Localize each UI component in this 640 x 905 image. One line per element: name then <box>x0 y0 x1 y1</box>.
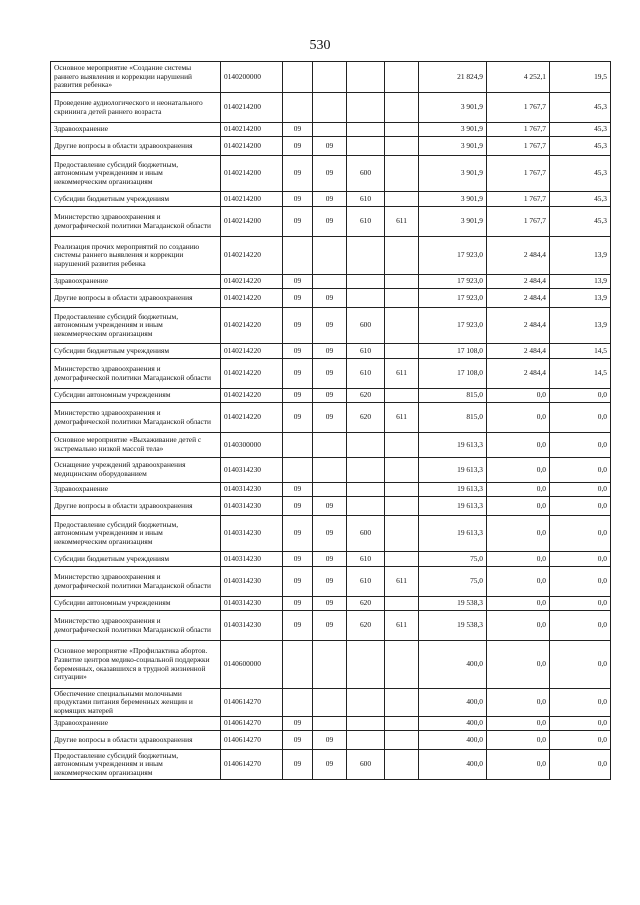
subsection-code <box>313 717 347 731</box>
group-code <box>385 308 419 344</box>
expense-type-code <box>347 289 385 308</box>
group-code <box>385 62 419 93</box>
table-row <box>51 497 611 516</box>
target-article-code: 0140614270 <box>221 731 283 750</box>
target-article-code: 0140614270 <box>221 750 283 780</box>
table-row <box>51 597 611 611</box>
expense-type-code <box>347 458 385 483</box>
expense-type-code: 600 <box>347 156 385 192</box>
section-code: 09 <box>283 192 313 207</box>
row-name: Обеспечение специальными молочными продуктами питания беременных женщин и кормящих матерей <box>51 689 221 717</box>
table-row <box>51 93 611 123</box>
subsection-code <box>313 275 347 289</box>
row-name: Министерство здравоохранения и демографической политики Магаданской области <box>51 207 221 237</box>
group-code <box>385 275 419 289</box>
section-code <box>283 458 313 483</box>
amount-executed: 0,0 <box>487 552 550 567</box>
table-row <box>51 433 611 458</box>
subsection-code: 09 <box>313 497 347 516</box>
subsection-code: 09 <box>313 344 347 359</box>
group-code: 611 <box>385 611 419 641</box>
subsection-code: 09 <box>313 611 347 641</box>
table-row <box>51 389 611 403</box>
group-code <box>385 237 419 275</box>
table-row <box>51 62 611 93</box>
section-code: 09 <box>283 552 313 567</box>
execution-percent: 0,0 <box>550 641 611 689</box>
target-article-code: 0140214200 <box>221 93 283 123</box>
amount-planned: 19 613,3 <box>419 433 487 458</box>
row-name: Министерство здравоохранения и демографической политики Магаданской области <box>51 403 221 433</box>
amount-planned: 815,0 <box>419 389 487 403</box>
amount-executed: 0,0 <box>487 497 550 516</box>
page-number: 530 <box>309 38 331 53</box>
amount-planned: 19 538,3 <box>419 611 487 641</box>
expense-type-code: 610 <box>347 359 385 389</box>
target-article-code: 0140614270 <box>221 717 283 731</box>
subsection-code <box>313 123 347 137</box>
table-row <box>51 137 611 156</box>
section-code <box>283 62 313 93</box>
subsection-code: 09 <box>313 289 347 308</box>
table-row <box>51 403 611 433</box>
row-name: Субсидии бюджетным учреждениям <box>51 552 221 567</box>
target-article-code: 0140300000 <box>221 433 283 458</box>
subsection-code <box>313 689 347 717</box>
execution-percent: 14,5 <box>550 359 611 389</box>
expense-type-code <box>347 689 385 717</box>
table-row <box>51 237 611 275</box>
amount-planned: 3 901,9 <box>419 93 487 123</box>
section-code: 09 <box>283 137 313 156</box>
row-name: Предоставление субсидий бюджетным, автономным учреждениям и иным некоммерческим организациям <box>51 308 221 344</box>
execution-percent: 0,0 <box>550 483 611 497</box>
execution-percent: 19,5 <box>550 62 611 93</box>
execution-percent: 45,3 <box>550 156 611 192</box>
expense-type-code <box>347 497 385 516</box>
target-article-code: 0140314230 <box>221 552 283 567</box>
amount-planned: 19 613,3 <box>419 483 487 497</box>
group-code <box>385 717 419 731</box>
section-code <box>283 641 313 689</box>
execution-percent: 0,0 <box>550 516 611 552</box>
target-article-code: 0140214220 <box>221 344 283 359</box>
table-row <box>51 483 611 497</box>
amount-executed: 0,0 <box>487 611 550 641</box>
table-row <box>51 289 611 308</box>
section-code: 09 <box>283 597 313 611</box>
section-code: 09 <box>283 497 313 516</box>
amount-planned: 17 923,0 <box>419 308 487 344</box>
amount-planned: 3 901,9 <box>419 192 487 207</box>
expense-type-code: 600 <box>347 516 385 552</box>
section-code: 09 <box>283 289 313 308</box>
execution-percent: 45,3 <box>550 207 611 237</box>
execution-percent: 45,3 <box>550 93 611 123</box>
target-article-code: 0140314230 <box>221 458 283 483</box>
row-name: Другие вопросы в области здравоохранения <box>51 497 221 516</box>
expense-type-code: 600 <box>347 308 385 344</box>
expense-type-code: 620 <box>347 611 385 641</box>
amount-planned: 17 108,0 <box>419 359 487 389</box>
amount-executed: 0,0 <box>487 731 550 750</box>
group-code <box>385 389 419 403</box>
amount-planned: 17 108,0 <box>419 344 487 359</box>
group-code <box>385 641 419 689</box>
subsection-code: 09 <box>313 207 347 237</box>
amount-planned: 400,0 <box>419 717 487 731</box>
group-code <box>385 516 419 552</box>
subsection-code <box>313 483 347 497</box>
target-article-code: 0140214200 <box>221 207 283 237</box>
table-row <box>51 458 611 483</box>
group-code <box>385 750 419 780</box>
amount-executed: 1 767,7 <box>487 156 550 192</box>
group-code <box>385 552 419 567</box>
expense-type-code: 610 <box>347 567 385 597</box>
table-row <box>51 731 611 750</box>
target-article-code: 0140600000 <box>221 641 283 689</box>
group-code: 611 <box>385 359 419 389</box>
group-code <box>385 344 419 359</box>
subsection-code <box>313 93 347 123</box>
table-row <box>51 344 611 359</box>
execution-percent: 0,0 <box>550 750 611 780</box>
section-code: 09 <box>283 344 313 359</box>
execution-percent: 14,5 <box>550 344 611 359</box>
group-code <box>385 156 419 192</box>
amount-executed: 2 484,4 <box>487 359 550 389</box>
execution-percent: 0,0 <box>550 597 611 611</box>
expense-type-code <box>347 137 385 156</box>
table-row <box>51 207 611 237</box>
table-row <box>51 359 611 389</box>
target-article-code: 0140314230 <box>221 497 283 516</box>
execution-percent: 45,3 <box>550 192 611 207</box>
row-name: Субсидии бюджетным учреждениям <box>51 192 221 207</box>
section-code: 09 <box>283 359 313 389</box>
table-row <box>51 689 611 717</box>
amount-executed: 1 767,7 <box>487 123 550 137</box>
amount-executed: 0,0 <box>487 516 550 552</box>
section-code: 09 <box>283 389 313 403</box>
section-code: 09 <box>283 516 313 552</box>
target-article-code: 0140214220 <box>221 308 283 344</box>
amount-executed: 0,0 <box>487 403 550 433</box>
amount-planned: 17 923,0 <box>419 237 487 275</box>
subsection-code: 09 <box>313 750 347 780</box>
section-code <box>283 93 313 123</box>
target-article-code: 0140314230 <box>221 516 283 552</box>
execution-percent: 0,0 <box>550 497 611 516</box>
row-name: Здравоохранение <box>51 275 221 289</box>
table-row <box>51 641 611 689</box>
row-name: Здравоохранение <box>51 717 221 731</box>
group-code: 611 <box>385 567 419 597</box>
section-code: 09 <box>283 308 313 344</box>
subsection-code: 09 <box>313 137 347 156</box>
target-article-code: 0140314230 <box>221 597 283 611</box>
amount-executed: 0,0 <box>487 689 550 717</box>
target-article-code: 0140214220 <box>221 359 283 389</box>
row-name: Основное мероприятие «Выхаживание детей с экстремально низкой массой тела» <box>51 433 221 458</box>
group-code <box>385 689 419 717</box>
section-code: 09 <box>283 731 313 750</box>
group-code <box>385 731 419 750</box>
expense-type-code: 600 <box>347 750 385 780</box>
table-row <box>51 156 611 192</box>
row-name: Министерство здравоохранения и демографической политики Магаданской области <box>51 611 221 641</box>
row-name: Субсидии автономным учреждениям <box>51 597 221 611</box>
expense-type-code <box>347 93 385 123</box>
table-row <box>51 275 611 289</box>
subsection-code <box>313 237 347 275</box>
amount-executed: 0,0 <box>487 567 550 597</box>
subsection-code: 09 <box>313 597 347 611</box>
group-code <box>385 93 419 123</box>
amount-planned: 19 613,3 <box>419 516 487 552</box>
row-name: Субсидии автономным учреждениям <box>51 389 221 403</box>
row-name: Оснащение учреждений здравоохранения медицинским оборудованием <box>51 458 221 483</box>
amount-executed: 1 767,7 <box>487 137 550 156</box>
amount-planned: 75,0 <box>419 567 487 597</box>
amount-planned: 3 901,9 <box>419 123 487 137</box>
target-article-code: 0140214200 <box>221 137 283 156</box>
target-article-code: 0140214220 <box>221 237 283 275</box>
section-code: 09 <box>283 717 313 731</box>
target-article-code: 0140214200 <box>221 123 283 137</box>
row-name: Проведение аудиологического и неонатального скрининга детей раннего возраста <box>51 93 221 123</box>
row-name: Предоставление субсидий бюджетным, автономным учреждениям и иным некоммерческим организациям <box>51 750 221 780</box>
section-code <box>283 689 313 717</box>
target-article-code: 0140214220 <box>221 403 283 433</box>
amount-executed: 0,0 <box>487 389 550 403</box>
amount-executed: 1 767,7 <box>487 207 550 237</box>
execution-percent: 13,9 <box>550 275 611 289</box>
amount-executed: 4 252,1 <box>487 62 550 93</box>
expense-type-code <box>347 237 385 275</box>
expense-type-code <box>347 62 385 93</box>
group-code <box>385 433 419 458</box>
row-name: Реализация прочих мероприятий по созданию системы раннего выявления и коррекции нарушений развития ребенка <box>51 237 221 275</box>
amount-executed: 0,0 <box>487 458 550 483</box>
amount-executed: 2 484,4 <box>487 344 550 359</box>
amount-planned: 400,0 <box>419 641 487 689</box>
row-name: Субсидии бюджетным учреждениям <box>51 344 221 359</box>
amount-planned: 19 538,3 <box>419 597 487 611</box>
group-code <box>385 597 419 611</box>
amount-executed: 2 484,4 <box>487 289 550 308</box>
amount-executed: 2 484,4 <box>487 275 550 289</box>
target-article-code: 0140314230 <box>221 483 283 497</box>
expense-type-code: 610 <box>347 344 385 359</box>
table-row <box>51 552 611 567</box>
row-name: Предоставление субсидий бюджетным, автономным учреждениям и иным некоммерческим организациям <box>51 156 221 192</box>
amount-executed: 0,0 <box>487 641 550 689</box>
amount-planned: 19 613,3 <box>419 458 487 483</box>
amount-planned: 17 923,0 <box>419 275 487 289</box>
section-code: 09 <box>283 123 313 137</box>
amount-executed: 1 767,7 <box>487 192 550 207</box>
amount-executed: 2 484,4 <box>487 308 550 344</box>
amount-executed: 1 767,7 <box>487 93 550 123</box>
expense-type-code: 620 <box>347 403 385 433</box>
execution-percent: 0,0 <box>550 403 611 433</box>
execution-percent: 45,3 <box>550 123 611 137</box>
subsection-code: 09 <box>313 731 347 750</box>
subsection-code: 09 <box>313 359 347 389</box>
execution-percent: 0,0 <box>550 611 611 641</box>
section-code: 09 <box>283 483 313 497</box>
table-row <box>51 567 611 597</box>
row-name: Основное мероприятие «Создание системы раннего выявления и коррекции нарушений развития ребенка» <box>51 62 221 93</box>
execution-percent: 0,0 <box>550 552 611 567</box>
execution-percent: 0,0 <box>550 689 611 717</box>
amount-planned: 21 824,9 <box>419 62 487 93</box>
subsection-code: 09 <box>313 516 347 552</box>
amount-executed: 0,0 <box>487 433 550 458</box>
execution-percent: 13,9 <box>550 308 611 344</box>
section-code <box>283 237 313 275</box>
amount-planned: 400,0 <box>419 750 487 780</box>
expense-type-code <box>347 275 385 289</box>
expense-type-code <box>347 731 385 750</box>
expense-type-code: 610 <box>347 192 385 207</box>
row-name: Здравоохранение <box>51 123 221 137</box>
amount-planned: 400,0 <box>419 731 487 750</box>
target-article-code: 0140614270 <box>221 689 283 717</box>
subsection-code <box>313 641 347 689</box>
target-article-code: 0140200000 <box>221 62 283 93</box>
expense-type-code: 620 <box>347 389 385 403</box>
subsection-code: 09 <box>313 552 347 567</box>
subsection-code <box>313 62 347 93</box>
amount-planned: 3 901,9 <box>419 137 487 156</box>
group-code <box>385 137 419 156</box>
expense-type-code <box>347 641 385 689</box>
group-code: 611 <box>385 207 419 237</box>
table-row <box>51 308 611 344</box>
section-code: 09 <box>283 156 313 192</box>
execution-percent: 13,9 <box>550 237 611 275</box>
row-name: Другие вопросы в области здравоохранения <box>51 289 221 308</box>
row-name: Здравоохранение <box>51 483 221 497</box>
expense-type-code <box>347 717 385 731</box>
section-code: 09 <box>283 207 313 237</box>
execution-percent: 0,0 <box>550 731 611 750</box>
amount-executed: 2 484,4 <box>487 237 550 275</box>
execution-percent: 45,3 <box>550 137 611 156</box>
table-row <box>51 611 611 641</box>
subsection-code <box>313 458 347 483</box>
group-code <box>385 192 419 207</box>
execution-percent: 0,0 <box>550 717 611 731</box>
target-article-code: 0140214220 <box>221 289 283 308</box>
execution-percent: 0,0 <box>550 458 611 483</box>
group-code <box>385 123 419 137</box>
amount-planned: 3 901,9 <box>419 207 487 237</box>
subsection-code: 09 <box>313 308 347 344</box>
group-code <box>385 483 419 497</box>
section-code: 09 <box>283 403 313 433</box>
expense-type-code: 610 <box>347 552 385 567</box>
subsection-code: 09 <box>313 389 347 403</box>
expense-type-code: 610 <box>347 207 385 237</box>
group-code: 611 <box>385 403 419 433</box>
subsection-code: 09 <box>313 567 347 597</box>
target-article-code: 0140214220 <box>221 389 283 403</box>
target-article-code: 0140214220 <box>221 275 283 289</box>
execution-percent: 0,0 <box>550 433 611 458</box>
budget-table <box>50 61 611 780</box>
row-name: Министерство здравоохранения и демографической политики Магаданской области <box>51 567 221 597</box>
execution-percent: 0,0 <box>550 567 611 597</box>
row-name: Другие вопросы в области здравоохранения <box>51 137 221 156</box>
amount-planned: 400,0 <box>419 689 487 717</box>
amount-planned: 17 923,0 <box>419 289 487 308</box>
row-name: Основное мероприятие «Профилактика абортов. Развитие центров медико-социальной поддержки беременных, оказавшихся в трудной жизненной ситуации» <box>51 641 221 689</box>
subsection-code <box>313 433 347 458</box>
amount-planned: 815,0 <box>419 403 487 433</box>
subsection-code: 09 <box>313 192 347 207</box>
row-name: Другие вопросы в области здравоохранения <box>51 731 221 750</box>
amount-executed: 0,0 <box>487 483 550 497</box>
execution-percent: 13,9 <box>550 289 611 308</box>
target-article-code: 0140214200 <box>221 156 283 192</box>
group-code <box>385 497 419 516</box>
section-code: 09 <box>283 750 313 780</box>
section-code <box>283 433 313 458</box>
target-article-code: 0140214200 <box>221 192 283 207</box>
row-name: Министерство здравоохранения и демографической политики Магаданской области <box>51 359 221 389</box>
table-row <box>51 516 611 552</box>
target-article-code: 0140314230 <box>221 611 283 641</box>
subsection-code: 09 <box>313 403 347 433</box>
section-code: 09 <box>283 567 313 597</box>
amount-planned: 19 613,3 <box>419 497 487 516</box>
amount-executed: 0,0 <box>487 597 550 611</box>
table-row <box>51 717 611 731</box>
expense-type-code <box>347 433 385 458</box>
execution-percent: 0,0 <box>550 389 611 403</box>
expense-type-code <box>347 123 385 137</box>
table-row <box>51 123 611 137</box>
amount-executed: 0,0 <box>487 750 550 780</box>
target-article-code: 0140314230 <box>221 567 283 597</box>
subsection-code: 09 <box>313 156 347 192</box>
amount-executed: 0,0 <box>487 717 550 731</box>
expense-type-code <box>347 483 385 497</box>
row-name: Предоставление субсидий бюджетным, автономным учреждениям и иным некоммерческим организациям <box>51 516 221 552</box>
section-code: 09 <box>283 275 313 289</box>
amount-planned: 3 901,9 <box>419 156 487 192</box>
section-code: 09 <box>283 611 313 641</box>
expense-type-code: 620 <box>347 597 385 611</box>
group-code <box>385 289 419 308</box>
table-row <box>51 750 611 780</box>
amount-planned: 75,0 <box>419 552 487 567</box>
table-row <box>51 192 611 207</box>
group-code <box>385 458 419 483</box>
